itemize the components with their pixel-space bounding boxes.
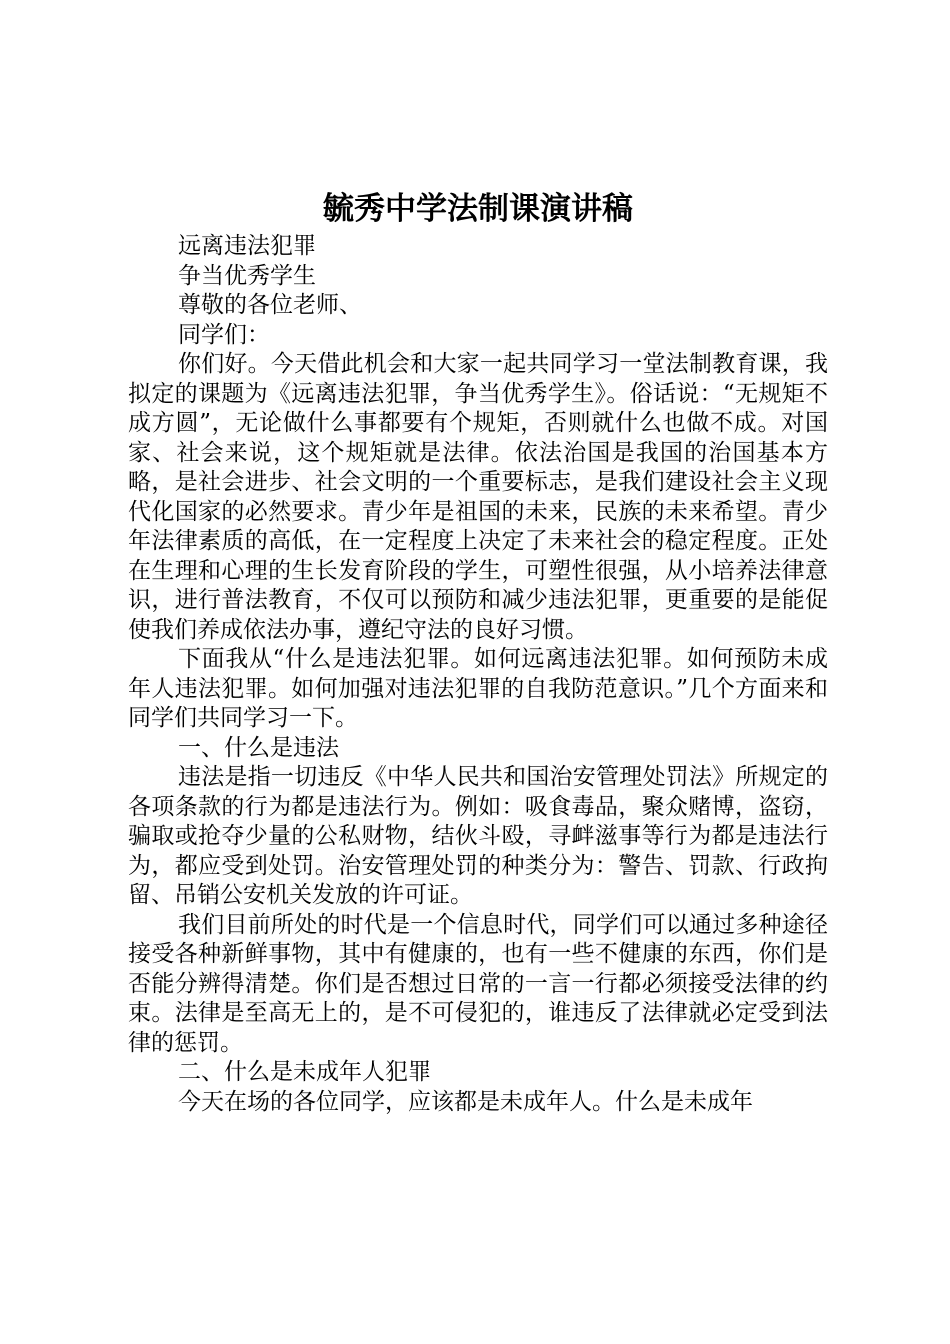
body-paragraph: 今天在场的各位同学，应该都是未成年人。什么是未成年 [178, 1088, 753, 1115]
section-heading: 二、什么是未成年人犯罪 [178, 1059, 431, 1085]
salutation-line-2: 同学们： [178, 321, 270, 348]
body-paragraph: 违法是指一切违反《中华人民共和国治安管理处罚法》所规定的各项条款的行为都是违法行为。例如：吸食毒品，聚众赌博，盗窃，骗取或抢夺少量的公私财物，结伙斗殴，寻衅滋事等行为都是违法行为，都应受到处罚。治安管理处罚的种类分为：警告、罚款、行政拘留、吊销公安机关发放的许可证。 [128, 764, 828, 908]
body-paragraph: 下面我从“什么是违法犯罪。如何远离违法犯罪。如何预防未成年人违法犯罪。如何加强对违法犯罪的自我防范意识。”几个方面来和同学们共同学习一下。 [128, 646, 828, 731]
document-title: 毓秀中学法制课演讲稿 [323, 191, 633, 227]
section-heading: 一、什么是违法 [178, 734, 339, 761]
salutation-line-1: 尊敬的各位老师、 [178, 292, 362, 318]
document-body [128, 186, 828, 1117]
body-paragraph: 你们好。今天借此机会和大家一起共同学习一堂法制教育课，我拟定的课题为《远离违法犯罪，争当优秀学生》。俗话说：“无规矩不成方圆”，无论做什么事都要有个规矩，否则就什么也做不成。对国家、社会来说，这个规矩就是法律。依法治国是我国的治国基本方略，是社会进步、社会文明的一个重要标志，是我们建设社会主义现代化国家的必然要求。青少年是祖国的未来，民族的未来希望。青少年法律素质的高低，在一定程度上决定了未来社会的稳定程度。正处在生理和心理的生长发育阶段的学生，可塑性很强，从小培养法律意识，进行普法教育，不仅可以预防和减少违法犯罪，更重要的是能促使我们养成依法办事，遵纪守法的良好习惯。 [128, 351, 828, 643]
body-paragraph: 我们目前所处的时代是一个信息时代，同学们可以通过多种途径接受各种新鲜事物，其中有健康的，也有一些不健康的东西，你们是否能分辨得清楚。你们是否想过日常的一言一行都必须接受法律的约束。法律是至高无上的，是不可侵犯的，谁违反了法律就必定受到法律的惩罚。 [128, 911, 828, 1056]
subtitle-line-2: 争当优秀学生 [178, 262, 316, 289]
subtitle-line-1: 远离违法犯罪 [178, 233, 316, 259]
